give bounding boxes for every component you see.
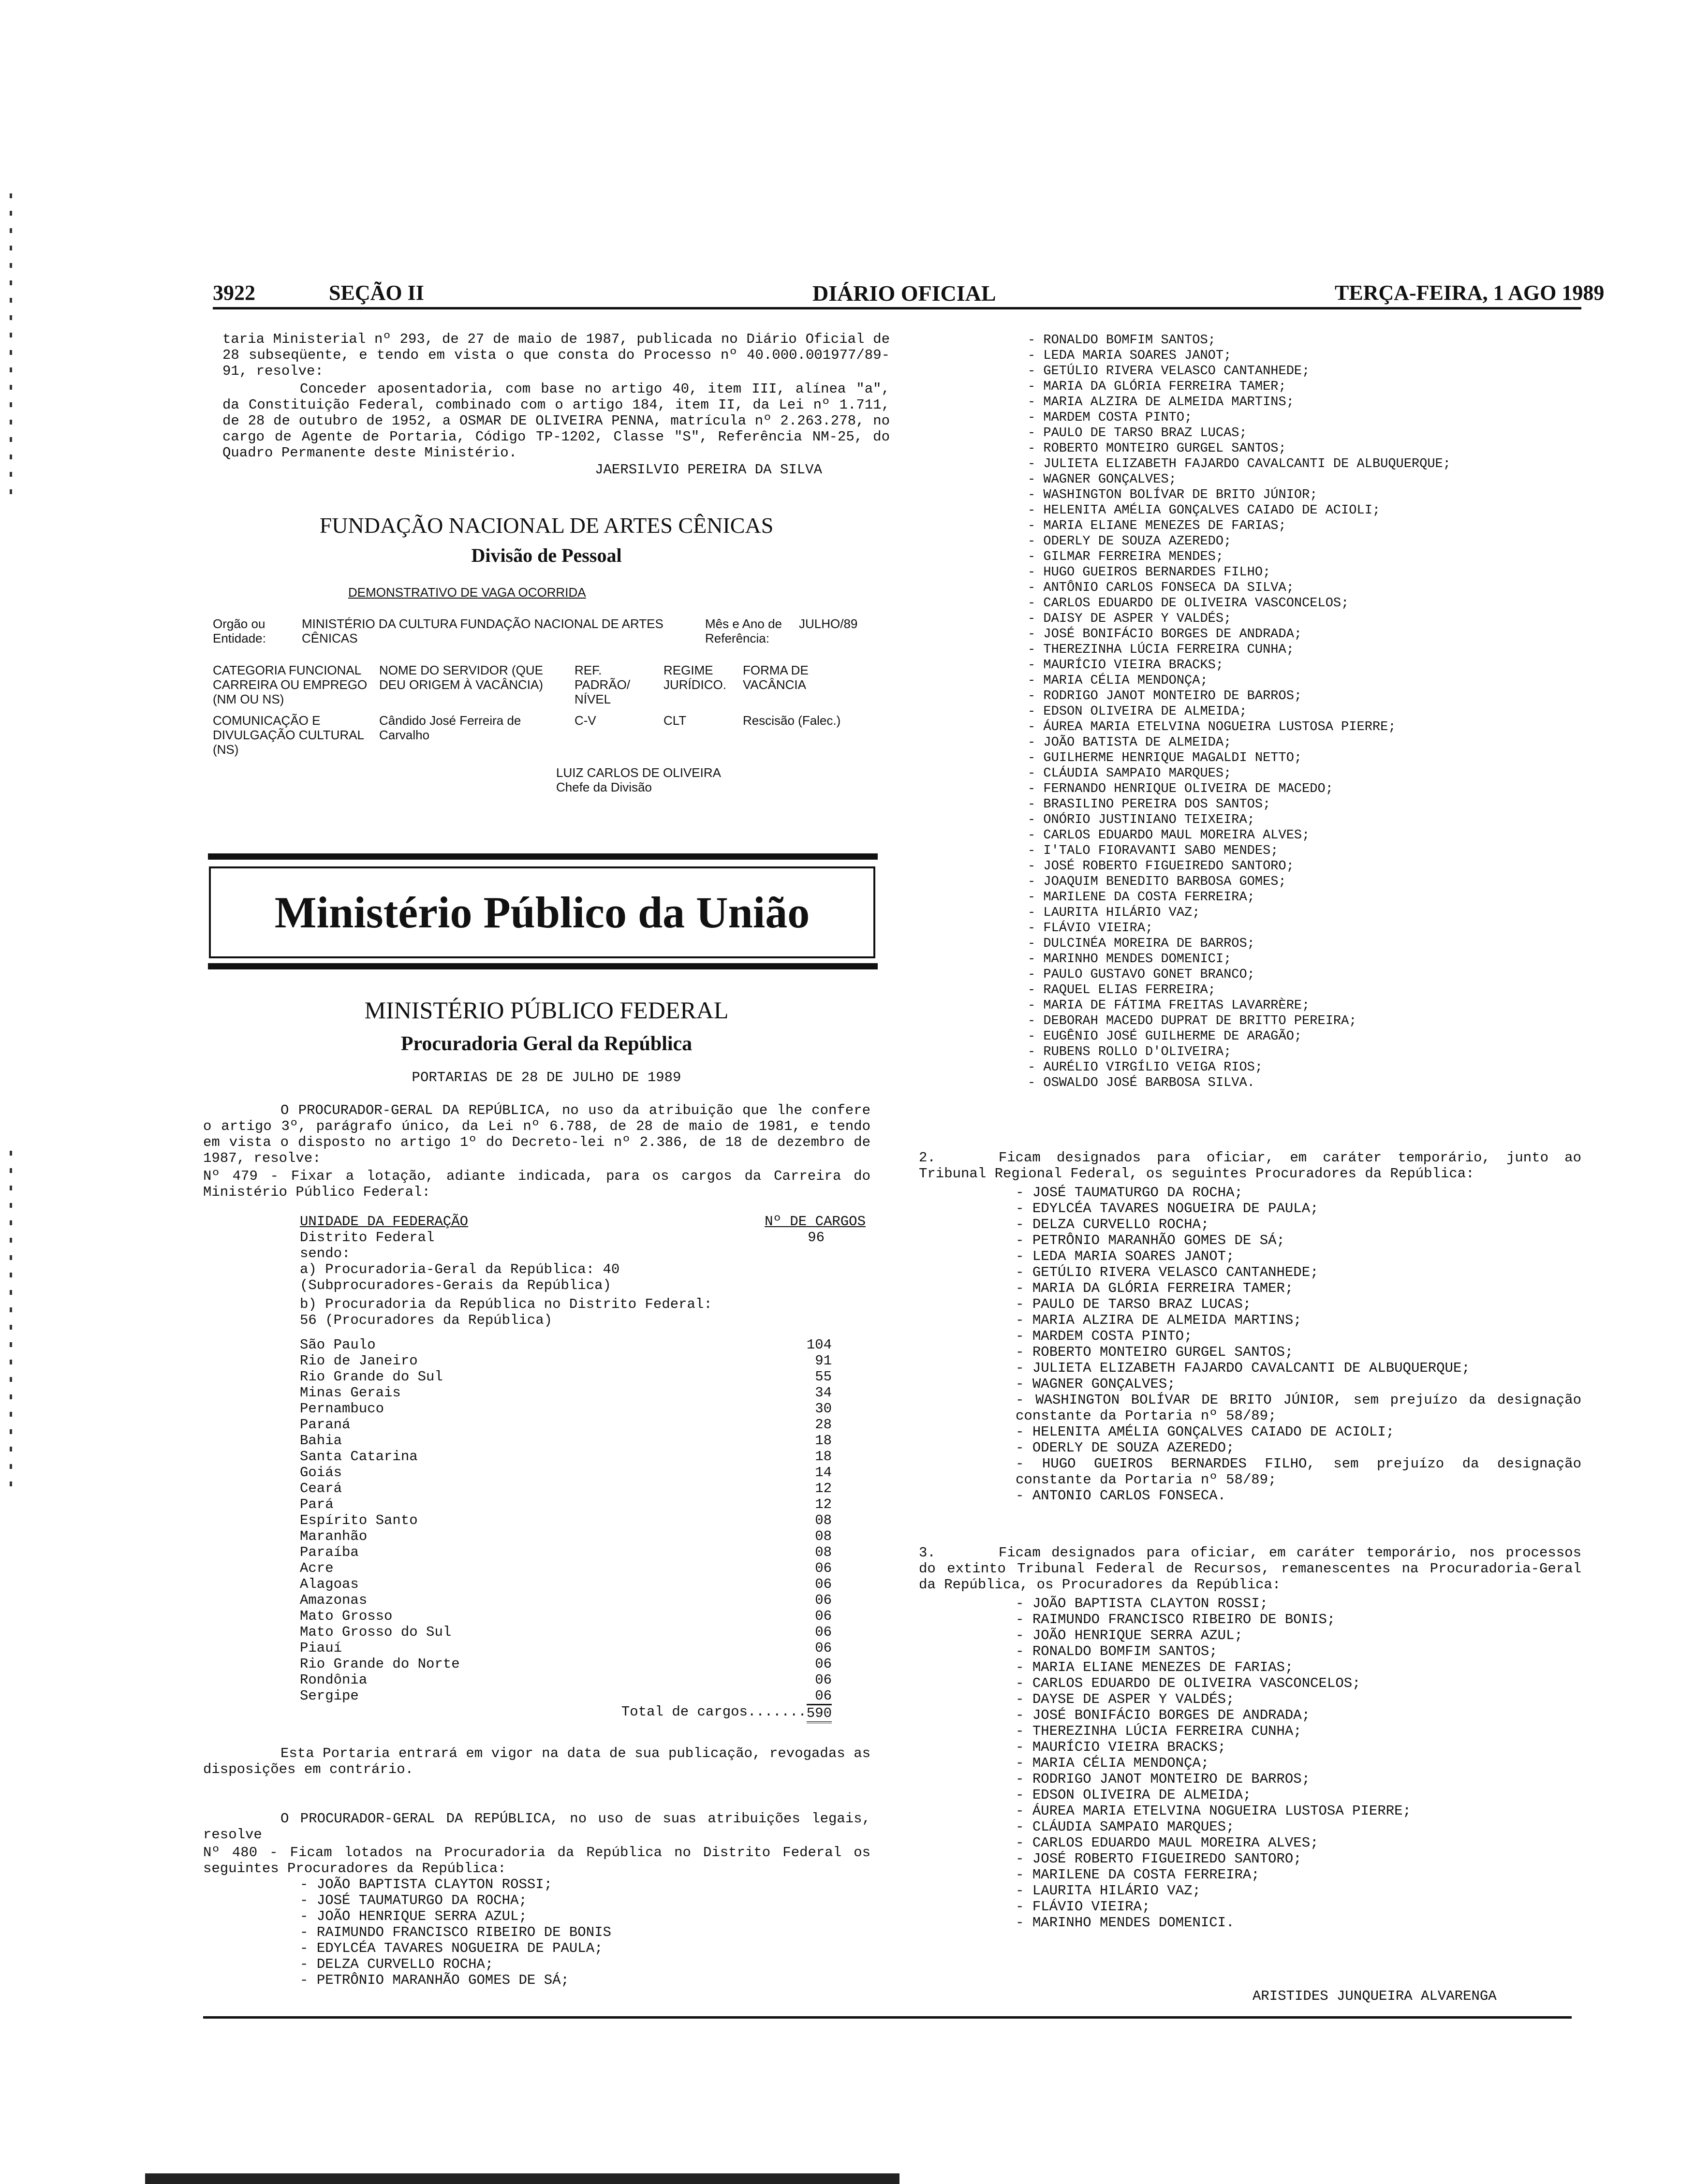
list-item: - GETÚLIO RIVERA VELASCO CANTANHEDE; (1028, 364, 1579, 379)
list-item: - DEBORAH MACEDO DUPRAT DE BRITTO PEREIRA; (1028, 1013, 1579, 1029)
banner-bottom-rule (208, 963, 878, 969)
table-row (300, 1544, 870, 1560)
state-name: Mato Grosso (300, 1608, 393, 1624)
portaria-480 (203, 1811, 870, 1988)
total-label: Total de cargos....... (621, 1704, 807, 1720)
state-cargos: 06 (815, 1672, 832, 1688)
table-cell: COMUNICAÇÃO E DIVULGAÇÃO CULTURAL (NS) (213, 713, 364, 757)
column-header: Nº DE CARGOS (765, 1214, 866, 1230)
list-item: - MARINHO MENDES DOMENICI. (1016, 1915, 1581, 1931)
state-name: Ceará (300, 1480, 342, 1496)
list-item: - MAURÍCIO VIEIRA BRACKS; (1028, 658, 1579, 673)
list-item: - MARIA CÉLIA MENDONÇA; (1028, 673, 1579, 689)
list-item: - LEDA MARIA SOARES JANOT; (1016, 1248, 1581, 1264)
list-item: - CLÁUDIA SAMPAIO MARQUES; (1028, 766, 1579, 781)
list-item: - HUGO GUEIROS BERNARDES FILHO; (1028, 565, 1579, 580)
orgao-label: Orgão ou Entidade: (213, 616, 266, 645)
state-cargos: 28 (815, 1417, 832, 1433)
list-item: - PAULO GUSTAVO GONET BRANCO; (1028, 967, 1579, 982)
state-cargos: 06 (815, 1624, 832, 1640)
right-name-list-a (1028, 333, 1579, 1091)
table-row (300, 1592, 870, 1608)
list-item: - THEREZINHA LÚCIA FERREIRA CUNHA; (1028, 642, 1579, 658)
list-item: - RAQUEL ELIAS FERREIRA; (1028, 982, 1579, 998)
list-item: - CARLOS EDUARDO MAUL MOREIRA ALVES; (1016, 1835, 1581, 1851)
state-cargos: 18 (815, 1433, 832, 1449)
sub-a: a) Procuradoria-Geral da República: 40 (Subprocuradores-Gerais da República) (300, 1261, 620, 1293)
signature: JAERSILVIO PEREIRA DA SILVA (595, 462, 822, 478)
list-item: - JOÃO BATISTA DE ALMEIDA; (1028, 735, 1579, 750)
column-header: NOME DO SERVIDOR (QUE DEU ORIGEM À VACÂNCIA) (379, 663, 544, 692)
column-header: CATEGORIA FUNCIONAL CARREIRA OU EMPREGO (NM OU NS) (213, 663, 368, 706)
list-item: - EUGÊNIO JOSÉ GUILHERME DE ARAGÃO; (1028, 1029, 1579, 1044)
state-name: Espírito Santo (300, 1512, 418, 1528)
list-item: - AURÉLIO VIRGÍLIO VEIGA RIOS; (1028, 1060, 1579, 1075)
state-cargos: 06 (815, 1560, 832, 1576)
list-item: - JOÃO BAPTISTA CLAYTON ROSSI; (1016, 1596, 1581, 1612)
list-item: - MARIA DA GLÓRIA FERREIRA TAMER; (1016, 1280, 1581, 1296)
list-item: - RODRIGO JANOT MONTEIRO DE BARROS; (1016, 1771, 1581, 1787)
df-value: 96 (808, 1230, 825, 1246)
list-item: - ROBERTO MONTEIRO GURGEL SANTOS; (1016, 1344, 1581, 1360)
list-item: - LAURITA HILÁRIO VAZ; (1028, 905, 1579, 921)
list-item: - HELENITA AMÉLIA GONÇALVES CAIADO DE ACIOLI; (1028, 503, 1579, 518)
state-cargos: 08 (815, 1528, 832, 1544)
banner-box (209, 866, 875, 958)
list-item: - JULIETA ELIZABETH FAJARDO CAVALCANTI DE ALBUQUERQUE; (1028, 456, 1579, 472)
table-row (300, 1401, 870, 1417)
page-number: 3922 (213, 281, 255, 305)
mes-label: Mês e Ano de Referência: (705, 616, 782, 645)
list-item: - MARDEM COSTA PINTO; (1016, 1328, 1581, 1344)
state-name: Acre (300, 1560, 334, 1576)
state-cargos: 06 (815, 1608, 832, 1624)
df-label: Distrito Federal (300, 1230, 435, 1246)
list-item: - BRASILINO PEREIRA DOS SANTOS; (1028, 797, 1579, 812)
name-list (1028, 333, 1579, 1091)
state-name: Rio Grande do Sul (300, 1369, 443, 1385)
state-name: Amazonas (300, 1592, 368, 1608)
table-row (300, 1512, 870, 1528)
publication-title: DIÁRIO OFICIAL (812, 281, 996, 306)
list-item: - RONALDO BOMFIM SANTOS; (1028, 333, 1579, 348)
closing-signature: ARISTIDES JUNQUEIRA ALVARENGA (1253, 1988, 1497, 2004)
funarte-subtitle: Divisão de Pessoal (471, 544, 622, 566)
total-value: 590 (807, 1704, 832, 1723)
list-item: - JOSÉ ROBERTO FIGUEIREDO SANTORO; (1016, 1851, 1581, 1867)
table-row (300, 1528, 870, 1544)
list-item: - DULCINÉA MOREIRA DE BARROS; (1028, 936, 1579, 952)
aposentadoria-text (222, 331, 890, 478)
list-item: - EDSON OLIVEIRA DE ALMEIDA; (1016, 1787, 1581, 1803)
name-list (1016, 1596, 1581, 1931)
paragraph: O PROCURADOR-GERAL DA REPÚBLICA, no uso de suas atribuições legais, resolve (203, 1811, 870, 1843)
table-header-row (213, 663, 880, 713)
signature-name: LUIZ CARLOS DE OLIVEIRA (556, 765, 721, 780)
paragraph: Nº 479 - Fixar a lotação, adiante indicada, para os cargos da Carreira do Ministério Público Federal: (203, 1168, 870, 1200)
list-item: - GETÚLIO RIVERA VELASCO CANTANHEDE; (1016, 1264, 1581, 1280)
state-cargos: 12 (815, 1480, 832, 1496)
bottom-scan-strip (145, 2173, 899, 2184)
portaria-479 (203, 1102, 870, 1200)
list-item: - MARILENE DA COSTA FERREIRA; (1028, 890, 1579, 905)
table-row (300, 1480, 870, 1496)
state-cargos: 06 (815, 1576, 832, 1592)
list-item: - JOSÉ ROBERTO FIGUEIREDO SANTORO; (1028, 859, 1579, 874)
item-number: 3. (919, 1545, 936, 1561)
paragraph: Nº 480 - Ficam lotados na Procuradoria da República no Distrito Federal os seguintes Procuradores da República: (203, 1845, 870, 1876)
table-row (300, 1337, 870, 1353)
list-item: - FLÁVIO VIEIRA; (1016, 1899, 1581, 1915)
state-cargos: 06 (815, 1640, 832, 1656)
paragraph: O PROCURADOR-GERAL DA REPÚBLICA, no uso da atribuição que lhe confere o artigo 3º, parágrafo único, da Lei nº 6.788, de 28 de maio de 1981, e tendo em vista o disposto no artigo 1º do Decreto-lei nº 2.386, de 18 de dezembro de 1987, resolve: (203, 1102, 870, 1166)
list-item: - ÁUREA MARIA ETELVINA NOGUEIRA LUSTOSA PIERRE; (1016, 1803, 1581, 1819)
state-name: Piauí (300, 1640, 342, 1656)
table-cell: Rescisão (Falec.) (743, 713, 841, 728)
list-item: - I'TALO FIORAVANTI SABO MENDES; (1028, 843, 1579, 859)
state-cargos: 91 (815, 1353, 832, 1369)
sub-b: b) Procuradoria da República no Distrito Federal: 56 (Procuradores da República) (300, 1296, 712, 1328)
state-cargos: 34 (815, 1385, 832, 1401)
list-item: - RAIMUNDO FRANCISCO RIBEIRO DE BONIS; (1016, 1612, 1581, 1627)
list-item: - WASHINGTON BOLÍVAR DE BRITO JÚNIOR, sem prejuízo da designação constante da Portaria nº 58/89; (1016, 1392, 1581, 1424)
state-name: São Paulo (300, 1337, 376, 1353)
state-cargos: 14 (815, 1465, 832, 1480)
list-item: - CARLOS EDUARDO DE OLIVEIRA VASCONCELOS; (1028, 596, 1579, 611)
sendo-label: sendo: (300, 1246, 351, 1261)
table-row (300, 1560, 870, 1576)
list-item: - ANTONIO CARLOS FONSECA. (1016, 1488, 1581, 1504)
table-row (213, 713, 880, 763)
lotacao-table (300, 1214, 870, 1723)
name-list (300, 1876, 870, 1988)
list-item: - ODERLY DE SOUZA AZEREDO; (1028, 534, 1579, 549)
footer-rule (203, 2016, 1572, 2019)
state-name: Goiás (300, 1465, 342, 1480)
list-item: - MARDEM COSTA PINTO; (1028, 410, 1579, 425)
state-name: Santa Catarina (300, 1449, 418, 1465)
list-item: - CLÁUDIA SAMPAIO MARQUES; (1016, 1819, 1581, 1835)
list-item: - JOÃO HENRIQUE SERRA AZUL; (1016, 1627, 1581, 1643)
list-item: - ÁUREA MARIA ETELVINA NOGUEIRA LUSTOSA PIERRE; (1028, 719, 1579, 735)
table-row (300, 1576, 870, 1592)
state-cargos: 12 (815, 1496, 832, 1512)
list-item: - PAULO DE TARSO BRAZ LUCAS; (1028, 425, 1579, 441)
list-item: - RODRIGO JANOT MONTEIRO DE BARROS; (1028, 689, 1579, 704)
demonstrativo-title: DEMONSTRATIVO DE VAGA OCORRIDA (348, 585, 586, 600)
header-rule (213, 307, 1581, 309)
banner-title: Ministério Público da União (274, 888, 810, 937)
list-item: - CARLOS EDUARDO MAUL MOREIRA ALVES; (1028, 828, 1579, 843)
list-item: - PETRÔNIO MARANHÃO GOMES DE SÁ; (1016, 1232, 1581, 1248)
paragraph: Ficam designados para oficiar, em caráter temporário, junto ao Tribunal Regional Federal, os seguintes Procuradores da República: (919, 1150, 1581, 1182)
mes-value: JULHO/89 (799, 616, 858, 631)
state-name: Pará (300, 1496, 334, 1512)
list-item: - EDYLCÉA TAVARES NOGUEIRA DE PAULA; (300, 1940, 870, 1956)
table-row (300, 1688, 870, 1704)
list-item: - JOSÉ BONIFÁCIO BORGES DE ANDRADA; (1016, 1707, 1581, 1723)
table-cell: C-V (575, 713, 596, 728)
list-item: - EDSON OLIVEIRA DE ALMEIDA; (1028, 704, 1579, 719)
state-cargos: 18 (815, 1449, 832, 1465)
table-row (300, 1385, 870, 1401)
state-cargos: 06 (815, 1592, 832, 1608)
list-item: - LAURITA HILÁRIO VAZ; (1016, 1883, 1581, 1899)
list-item: - HELENITA AMÉLIA GONÇALVES CAIADO DE ACIOLI; (1016, 1424, 1581, 1440)
paragraph: Conceder aposentadoria, com base no artigo 40, item III, alínea "a", da Constituição Federal, combinado com o artigo 184, item II, da Lei nº 1.711, de 28 de outubro de 1952, a OSMAR DE OLIVEIRA PENNA, matrícula nº 2.263.278, no cargo de Agente de Portaria, Código TP-1202, Classe "S", Referência NM-25, do Quadro Permanente deste Ministério. (222, 381, 890, 461)
list-item: - WASHINGTON BOLÍVAR DE BRITO JÚNIOR; (1028, 487, 1579, 503)
signature-role: Chefe da Divisão (556, 780, 652, 794)
state-cargos: 08 (815, 1512, 832, 1528)
list-item: - DAYSE DE ASPER Y VALDÉS; (1016, 1691, 1581, 1707)
paragraph: taria Ministerial nº 293, de 27 de maio de 1987, publicada no Diário Oficial de 28 subseqüente, e tendo em vista o que consta do Processo nº 40.000.001977/89-91, resolve: (222, 331, 890, 379)
vigor-text (203, 1745, 870, 1777)
list-item: - DELZA CURVELLO ROCHA; (1016, 1217, 1581, 1232)
state-cargos: 55 (815, 1369, 832, 1385)
list-item: - ONÓRIO JUSTINIANO TEIXEIRA; (1028, 812, 1579, 828)
state-name: Minas Gerais (300, 1385, 401, 1401)
table-row (300, 1369, 870, 1385)
list-item: - PAULO DE TARSO BRAZ LUCAS; (1016, 1296, 1581, 1312)
column-header: UNIDADE DA FEDERAÇÃO (300, 1214, 469, 1230)
list-item: - RONALDO BOMFIM SANTOS; (1016, 1643, 1581, 1659)
funarte-title: FUNDAÇÃO NACIONAL DE ARTES CÊNICAS (319, 513, 774, 538)
list-item: - RUBENS ROLLO D'OLIVEIRA; (1028, 1044, 1579, 1060)
column-header: REGIME JURÍDICO. (663, 663, 726, 692)
table-row (300, 1496, 870, 1512)
column-header: REF. PADRÃO/ NÍVEL (575, 663, 631, 706)
name-list (1016, 1185, 1581, 1504)
table-cell: CLT (663, 713, 687, 728)
list-item: - FLÁVIO VIEIRA; (1028, 921, 1579, 936)
table-row (300, 1608, 870, 1624)
table-row (300, 1353, 870, 1369)
list-item: - FERNANDO HENRIQUE OLIVEIRA DE MACEDO; (1028, 781, 1579, 797)
state-name: Mato Grosso do Sul (300, 1624, 452, 1640)
list-item: - DELZA CURVELLO ROCHA; (300, 1956, 870, 1972)
list-item: - JOAQUIM BENEDITO BARBOSA GOMES; (1028, 874, 1579, 890)
state-name: Rio Grande do Norte (300, 1656, 460, 1672)
list-item: - JOSÉ TAUMATURGO DA ROCHA; (300, 1892, 870, 1908)
state-name: Paraíba (300, 1544, 359, 1560)
item-number: 2. (919, 1150, 936, 1166)
list-item: - MARIA CÉLIA MENDONÇA; (1016, 1755, 1581, 1771)
list-item: - JOÃO HENRIQUE SERRA AZUL; (300, 1908, 870, 1924)
list-item: - MARIA DA GLÓRIA FERREIRA TAMER; (1028, 379, 1579, 395)
list-item: - MAURÍCIO VIEIRA BRACKS; (1016, 1739, 1581, 1755)
list-item: - JULIETA ELIZABETH FAJARDO CAVALCANTI DE ALBUQUERQUE; (1016, 1360, 1581, 1376)
list-item: - OSWALDO JOSÉ BARBOSA SILVA. (1028, 1075, 1579, 1091)
state-cargos: 104 (806, 1337, 832, 1353)
state-name: Sergipe (300, 1688, 359, 1704)
portarias-date: PORTARIAS DE 28 DE JULHO DE 1989 (412, 1070, 681, 1085)
list-item: - ROBERTO MONTEIRO GURGEL SANTOS; (1028, 441, 1579, 456)
table-cell: Cândido José Ferreira de Carvalho (379, 713, 521, 742)
table-row (300, 1672, 870, 1688)
state-name: Paraná (300, 1417, 351, 1433)
mpf-title: MINISTÉRIO PÚBLICO FEDERAL (364, 997, 729, 1024)
column-header: FORMA DE VACÂNCIA (743, 663, 809, 692)
states-table (300, 1337, 870, 1704)
list-item: - MARIA ELIANE MENEZES DE FARIAS; (1016, 1659, 1581, 1675)
item-2 (919, 1150, 1581, 1504)
list-item: - MARIA ALZIRA DE ALMEIDA MARTINS; (1016, 1312, 1581, 1328)
list-item: - PETRÔNIO MARANHÃO GOMES DE SÁ; (300, 1972, 870, 1988)
list-item: - ODERLY DE SOUZA AZEREDO; (1016, 1440, 1581, 1456)
list-item: - RAIMUNDO FRANCISCO RIBEIRO DE BONIS (300, 1924, 870, 1940)
state-name: Bahia (300, 1433, 342, 1449)
list-item: - WAGNER GONÇALVES; (1016, 1376, 1581, 1392)
list-item: - DAISY DE ASPER Y VALDÉS; (1028, 611, 1579, 627)
demonstrativo-block (213, 616, 880, 794)
list-item: - JOÃO BAPTISTA CLAYTON ROSSI; (300, 1876, 870, 1892)
state-name: Pernambuco (300, 1401, 384, 1417)
pgr-subtitle: Procuradoria Geral da República (400, 1033, 693, 1055)
list-item: - LEDA MARIA SOARES JANOT; (1028, 348, 1579, 364)
state-cargos: 06 (815, 1656, 832, 1672)
table-row (300, 1449, 870, 1465)
orgao-value: MINISTÉRIO DA CULTURA FUNDAÇÃO NACIONAL DE ARTES CÊNICAS (302, 616, 663, 645)
margin-speckles (10, 193, 14, 507)
table-row (300, 1417, 870, 1433)
list-item: - MARIA DE FÁTIMA FREITAS LAVARRÈRE; (1028, 998, 1579, 1013)
list-item: - MARINHO MENDES DOMENICI; (1028, 952, 1579, 967)
section-label: SEÇÃO II (329, 281, 424, 305)
state-name: Rio de Janeiro (300, 1353, 418, 1369)
list-item: - MARIA ALZIRA DE ALMEIDA MARTINS; (1028, 395, 1579, 410)
state-name: Rondônia (300, 1672, 368, 1688)
state-cargos: 30 (815, 1401, 832, 1417)
list-item: - ANTÔNIO CARLOS FONSECA DA SILVA; (1028, 580, 1579, 596)
margin-speckles-lower (10, 1151, 14, 1499)
list-item: - WAGNER GONÇALVES; (1028, 472, 1579, 487)
list-item: - JOSÉ BONIFÁCIO BORGES DE ANDRADA; (1028, 627, 1579, 642)
paragraph: Esta Portaria entrará em vigor na data de sua publicação, revogadas as disposições em contrário. (203, 1745, 870, 1777)
table-row (300, 1433, 870, 1449)
list-item: - GILMAR FERREIRA MENDES; (1028, 549, 1579, 565)
state-cargos: 06 (815, 1688, 832, 1704)
list-item: - GUILHERME HENRIQUE MAGALDI NETTO; (1028, 750, 1579, 766)
state-name: Maranhão (300, 1528, 368, 1544)
table-row (300, 1640, 870, 1656)
table-row (300, 1656, 870, 1672)
state-cargos: 08 (815, 1544, 832, 1560)
list-item: - EDYLCÉA TAVARES NOGUEIRA DE PAULA; (1016, 1201, 1581, 1217)
list-item: - JOSÉ TAUMATURGO DA ROCHA; (1016, 1185, 1581, 1201)
state-name: Alagoas (300, 1576, 359, 1592)
list-item: - MARILENE DA COSTA FERREIRA; (1016, 1867, 1581, 1883)
banner-top-rule (208, 853, 878, 860)
item-3 (919, 1545, 1581, 1931)
issue-date: TERÇA-FEIRA, 1 AGO 1989 (1335, 281, 1605, 305)
table-row (300, 1624, 870, 1640)
table-row (300, 1465, 870, 1480)
list-item: - THEREZINHA LÚCIA FERREIRA CUNHA; (1016, 1723, 1581, 1739)
list-item: - CARLOS EDUARDO DE OLIVEIRA VASCONCELOS; (1016, 1675, 1581, 1691)
paragraph: Ficam designados para oficiar, em caráter temporário, nos processos do extinto Tribunal Federal de Recursos, remanescentes na Procuradoria-Geral da República, os Procuradores da República: (919, 1545, 1581, 1593)
list-item: - MARIA ELIANE MENEZES DE FARIAS; (1028, 518, 1579, 534)
list-item: - HUGO GUEIROS BERNARDES FILHO, sem prejuízo da designação constante da Portaria nº 58/89; (1016, 1456, 1581, 1488)
